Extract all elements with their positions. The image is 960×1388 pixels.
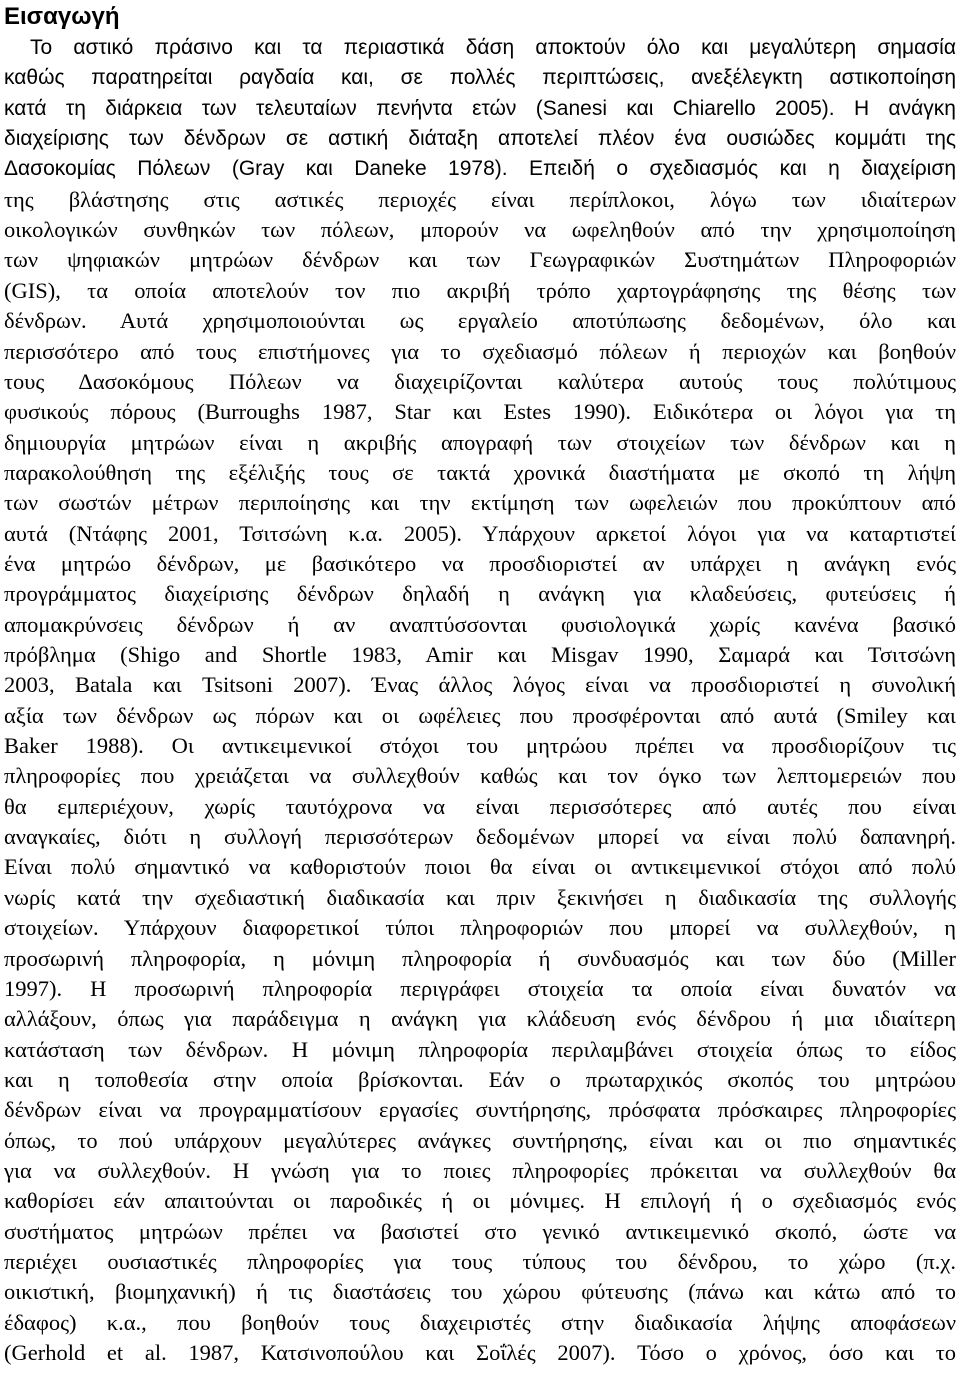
text-line: απομακρύνσεις δένδρων ή αν αναπτύσσονται φυσιολογικά χωρίς κανένα βασικό [4,611,956,637]
text-line: προγράμματος διαχείρισης δένδρων δηλαδή η ανάγκη για κλαδεύσεις, φυτεύσεις ή [4,581,956,607]
text-line: όπως, το πού υπάρχουν μεγαλύτερες ανάγκες συντήρησης, είναι και οι πιο σημαντικές [4,1127,956,1153]
text-line: δένδρων. Αυτά χρησιμοποιούνται ως εργαλείο αποτύπωσης δεδομένων, όλο και [4,308,956,334]
text-line: περιέχει ουσιαστικές πληροφορίες για τους τύπους του δένδρου, το χώρο (π.χ. [4,1249,956,1274]
text-line: οικιστική, βιομηχανική) ή τις διαστάσεις του χώρου φύτευσης (πάνω και κάτω από το [4,1279,956,1305]
text-line: της βλάστησης στις αστικές περιοχές είναι περίπλοκοι, λόγω των ιδιαίτερων [4,186,956,212]
text-line: Είναι πολύ σημαντικό να καθοριστούν ποιοι θα είναι οι αντικειμενικοί στόχοι από πολύ [4,854,956,880]
text-line: προσωρινή πληροφορία, η μόνιμη πληροφορία ή συνδυασμός και των δύο (Miller [4,945,956,971]
text-line: καθώς παρατηρείται ραγδαία και, σε πολλές περιπτώσεις, ανεξέλεγκτη αστικοποίηση [4,66,956,90]
text-line: αλλάξουν, όπως για παράδειγμα η ανάγκη για κλάδευση ενός δένδρου ή μια ιδιαίτερη [4,1006,956,1032]
text-line: για να συλλεχθούν. Η γνώση για το ποιες πληροφορίες πρόκειται να συλλεχθούν θα [4,1157,956,1183]
text-line: ένα μητρώο δένδρων, με βασικότερο να προσδιοριστεί αν υπάρχει η ανάγκη ενός [4,550,956,576]
document-page [4,0,956,1388]
text-line: καθορίσει εάν απαιτούνται οι παροδικές ή οι μόνιμες. Η επιλογή ή ο σχεδιασμός ενός [4,1188,956,1214]
text-line: 1997). Η προσωρινή πληροφορία περιγράφει στοιχεία τα οποία είναι δυνατόν να [4,975,956,1001]
text-line: αξία των δένδρων ως πόρων και οι ωφέλειες που προσφέρονται από αυτά (Smiley και [4,702,956,728]
text-line: τους Δασοκόμους Πόλεων να διαχειρίζονται καλύτερα αυτούς τους πολύτιμους [4,368,956,394]
text-line: κατά τη διάρκεια των τελευταίων πενήντα ετών (Sanesi και Chiarello 2005). Η ανάγκη [4,96,956,120]
text-line: οικολογικών συνθηκών των πόλεων, μπορούν να ωφεληθούν από την χρησιμοποίηση [4,217,956,243]
text-line: διαχείρισης των δένδρων σε αστική διάταξη αποτελεί πλέον ένα ουσιώδες κομμάτι της [4,127,956,151]
text-line: δένδρων είναι να προγραμματίσουν εργασίες συντήρησης, πρόσφατα πρόσκαιρες πληροφορίες [4,1097,956,1123]
text-line: κατάσταση των δένδρων. Η μόνιμη πληροφορία περιλαμβάνει στοιχεία όπως το είδος [4,1036,956,1062]
text-line: περισσότερο από τους επιστήμονες για το σχεδιασμό πόλεων ή περιοχών και βοηθούν [4,338,956,364]
text-line: των σωστών μέτρων περιποίησης και την εκτίμηση των ωφελειών που προκύπτουν από [4,490,956,516]
text-line: συστήματος μητρώων πρέπει να βασιστεί στο γενικό αντικειμενικό σκοπό, ώστε να [4,1218,956,1244]
text-line: (Gerhold et al. 1987, Κατσινοπούλου και Σοΐλές 2007). Τόσο ο χρόνος, όσο και το [4,1340,956,1366]
text-line: Baker 1988). Οι αντικειμενικοί στόχοι του μητρώου πρέπει να προσδιορίζουν τις [4,733,956,759]
text-line: πρόβλημα (Shigo and Shortle 1983, Amir και Misgav 1990, Σαμαρά και Τσιτσώνη [4,642,956,667]
text-line: έδαφος) κ.α., που βοηθούν τους διαχειριστές στην διαδικασία λήψης αποφάσεων [4,1309,956,1335]
text-line: νωρίς κατά την σχεδιαστική διαδικασία και πριν ξεκινήσει η διαδικασία της συλλογής [4,884,956,910]
text-line: αναγκαίες, διότι η συλλογή περισσότερων δεδομένων μπορεί να είναι πολύ δαπανηρή. [4,824,956,850]
text-line: των ψηφιακών μητρώων δένδρων και των Γεωγραφικών Συστημάτων Πληροφοριών [4,247,956,273]
text-line: (GIS), τα οποία αποτελούν τον πιο ακριβή τρόπο χαρτογράφησης της θέσης των [4,277,956,303]
text-line: φυσικούς πόρους (Burroughs 1987, Star και Estes 1990). Ειδικότερα οι λόγοι για τη [4,399,956,425]
text-line: παρακολούθηση της εξέλιξής τους σε τακτά χρονικά διαστήματα με σκοπό τη λήψη [4,459,956,485]
section-heading: Εισαγωγή [4,3,120,30]
text-line: πληροφορίες που χρειάζεται να συλλεχθούν καθώς και τον όγκο των λεπτομερειών που [4,763,956,789]
text-line: στοιχείων. Υπάρχουν διαφορετικοί τύποι πληροφοριών που μπορεί να συλλεχθούν, η [4,915,956,941]
text-line: Δασοκομίας Πόλεων (Gray και Daneke 1978). Επειδή ο σχεδιασμός και η διαχείριση [4,157,956,181]
text-line: και η τοποθεσία στην οποία βρίσκονται. Εάν ο πρωταρχικός σκοπός του μητρώου [4,1066,956,1092]
text-line: 2003, Batala και Tsitsoni 2007). Ένας άλλος λόγος είναι να προσδιοριστεί η συνολική [4,672,956,698]
text-line: δημιουργία μητρώων είναι η ακριβής απογραφή των στοιχείων των δένδρων και η [4,429,956,455]
text-line: θα εμπεριέχουν, χωρίς ταυτόχρονα να είναι περισσότερες από αυτές που είναι [4,793,956,819]
text-line: Το αστικό πράσινο και τα περιαστικά δάση αποκτούν όλο και μεγαλύτερη σημασία [30,36,956,59]
text-line: αυτά (Ντάφης 2001, Τσιτσώνη κ.α. 2005). Υπάρχουν αρκετοί λόγοι για να καταρτιστεί [4,520,956,546]
